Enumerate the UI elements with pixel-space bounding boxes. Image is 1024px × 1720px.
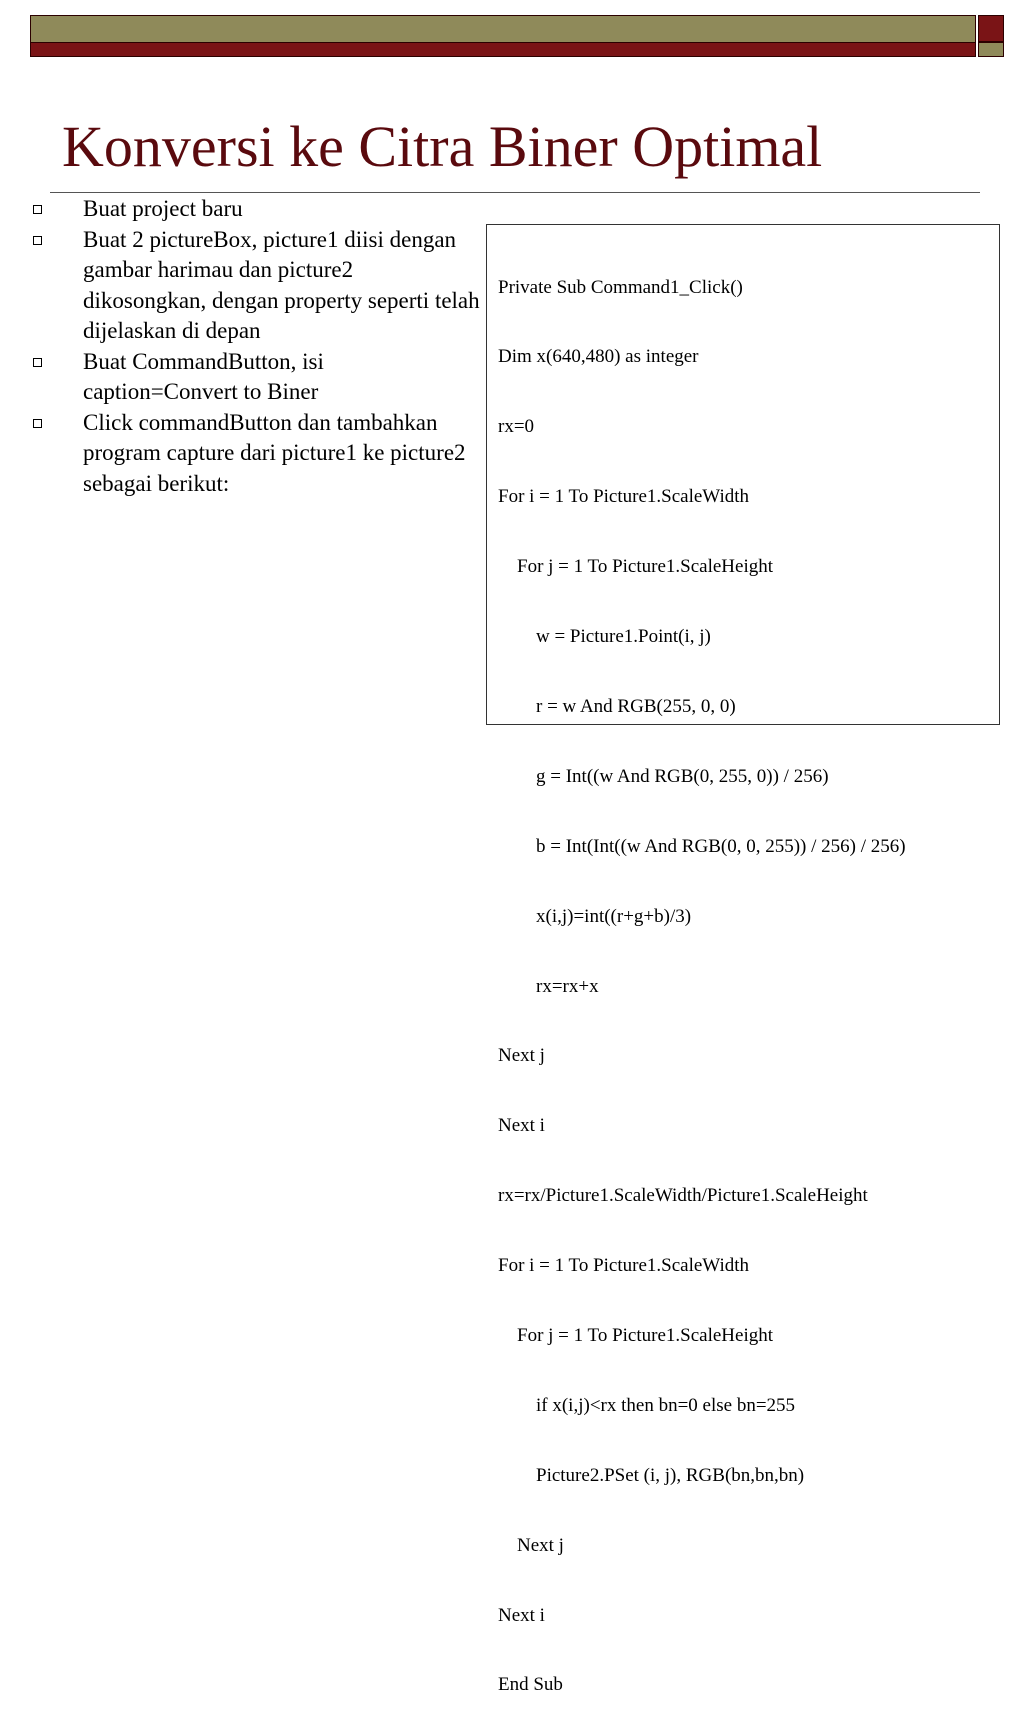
code-line: x(i,j)=int((r+g+b)/3) [498,905,692,927]
bullet-item [30,347,480,408]
code-line: Private Sub Command1_Click() [498,276,743,298]
square-bullet-icon [33,236,42,245]
code-line: rx=0 [498,416,535,438]
title-divider [50,192,980,193]
code-line: r = w And RGB(255, 0, 0) [498,695,736,717]
code-line: rx=rx/Picture1.ScaleWidth/Picture1.ScaleHeight [498,1185,868,1207]
code-line: Next i [498,1115,545,1137]
square-bullet-icon [33,419,42,428]
code-line: Dim x(640,480) as integer [498,346,699,368]
bullet-text: Buat 2 pictureBox, picture1 diisi dengan gambar harimau dan picture2 dikosongkan, dengan property seperti telah dijelaskan di depan [83,226,480,343]
code-line: if x(i,j)<rx then bn=0 else bn=255 [498,1394,796,1416]
code-listing [486,224,1000,1696]
header-corner-red-square [978,15,1004,42]
bullet-item [30,225,480,347]
code-line: For j = 1 To Picture1.ScaleHeight [498,1324,773,1346]
code-line: Next i [498,1604,545,1626]
code-line: Next j [498,1045,545,1067]
code-line: Next j [498,1534,564,1556]
header-corner-olive-square [978,42,1004,57]
square-bullet-icon [33,358,42,367]
code-line: Picture2.PSet (i, j), RGB(bn,bn,bn) [498,1464,805,1486]
code-line: w = Picture1.Point(i, j) [498,626,711,648]
code-line: b = Int(Int((w And RGB(0, 0, 255)) / 256) / 256) [498,835,906,857]
code-line: g = Int((w And RGB(0, 255, 0)) / 256) [498,765,829,787]
bullet-text: Click commandButton dan tambahkan program capture dari picture1 ke picture2 sebagai berikut: [83,409,466,496]
bullet-text: Buat project baru [83,196,243,221]
code-line: For i = 1 To Picture1.ScaleWidth [498,486,750,508]
bullet-item [30,408,480,500]
square-bullet-icon [33,205,42,214]
bullet-text: Buat CommandButton, isi caption=Convert to Biner [83,348,324,404]
slide-title: Konversi ke Citra Biner Optimal [62,114,823,179]
code-line: For i = 1 To Picture1.ScaleWidth [498,1255,750,1277]
bullet-list [30,194,480,499]
code-line: End Sub [498,1674,563,1696]
header-bar [30,15,976,57]
header-bar-olive-stripe [31,16,975,43]
code-line: For j = 1 To Picture1.ScaleHeight [498,556,773,578]
code-line: rx=rx+x [498,975,599,997]
bullet-item [30,194,480,225]
